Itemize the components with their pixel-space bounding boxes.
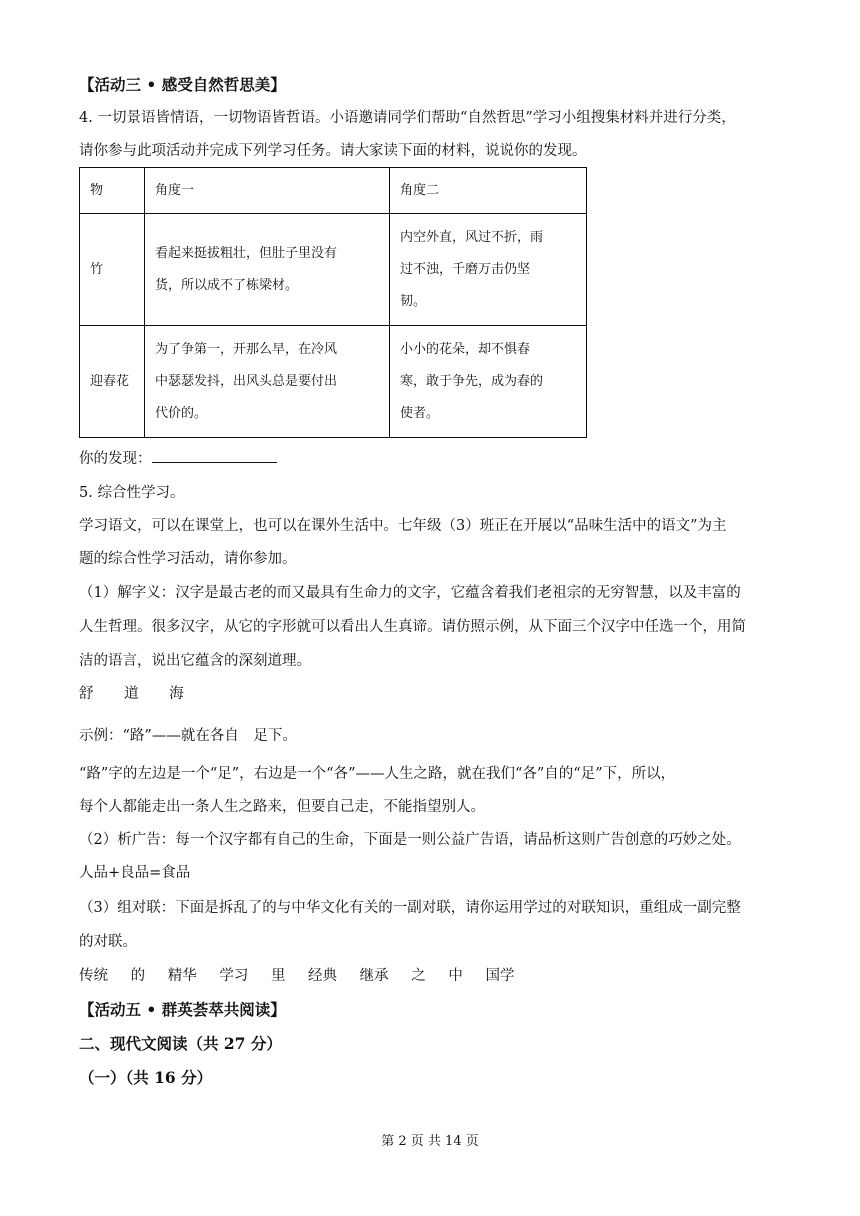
q5-part2: （2）析广告：每一个汉字都有自己的生命，下面是一则公益广告语，请品析这则广告创意的巧妙之处。 [79, 832, 741, 848]
header-cell-item: 物 [80, 168, 145, 214]
q5-intro-1: 学习语文，可以在课堂上，也可以在课外生活中。七年级（3）班正在开展以“品味生活中的语文”为主 [79, 518, 727, 534]
couplet-word: 中 [448, 968, 463, 984]
section2-heading: 二、现代文阅读（共 27 分） [79, 1034, 282, 1053]
table-row [80, 326, 587, 438]
q5-part1-line-2: 人生哲理。很多汉字，从它的字形就可以看出人生真谛。请仿照示例，从下面三个汉字中任选一个，用简 [79, 619, 746, 635]
cell-text-line: 过不浊，千磨万击仍坚 [400, 261, 531, 277]
header-cell-angle1: 角度一 [145, 168, 390, 214]
cell-angle2 [390, 214, 587, 326]
couplet-word: 精华 [167, 968, 197, 984]
cell-item: 竹 [80, 214, 145, 326]
cell-text-line: 代价的。 [155, 405, 208, 421]
example-explain-2: 每个人都能走出一条人生之路来，但要自己走，不能指望别人。 [79, 799, 485, 815]
cell-angle1 [145, 214, 390, 326]
ad-slogan: 人品+良品=食品 [79, 865, 191, 881]
couplet-word: 里 [270, 968, 286, 984]
char-options [79, 684, 210, 704]
q5-part1-line-1: （1）解字义：汉字是最古老的而又最具有生命力的文字，它蕴含着我们老祖宗的无穷智慧，以及丰富的 [79, 585, 741, 601]
cell-angle1 [145, 326, 390, 438]
cell-text-line: 韧。 [400, 293, 427, 309]
couplet-word: 之 [411, 968, 426, 984]
q4-line-1: 4. 一切景语皆情语，一切物语皆哲语。小语邀请同学们帮助“自然哲思”学习小组搜集材料并进行分类， [79, 110, 736, 126]
couplet-word: 学习 [219, 968, 249, 984]
cell-angle2 [390, 326, 587, 438]
cell-text-line: 使者。 [400, 405, 440, 421]
activity3-heading: 【活动三 • 感受自然哲思美】 [79, 75, 286, 94]
cell-text-line: 为了争第一，开那么早，在冷风 [155, 341, 338, 357]
cell-text-line: 货，所以成不了栋梁材。 [155, 277, 299, 293]
cell-text-line: 内空外直，风过不折，雨 [400, 229, 544, 245]
q5-part3-line-1: （3）组对联：下面是拆乱了的与中华文化有关的一副对联，请你运用学过的对联知识，重组成一副完整 [79, 900, 741, 916]
cell-item: 迎春花 [80, 326, 145, 438]
q5-title: 5. 综合性学习。 [79, 485, 185, 501]
example-explain-1: “路”字的左边是一个“足”，右边是一个“各”——人生之路，就在我们“各”自的“足”下，所以， [79, 766, 676, 782]
discovery-label: 你的发现： [79, 451, 152, 467]
char-option: 海 [169, 686, 184, 702]
example-line: 示例：“路”——就在各自 足下。 [79, 728, 297, 744]
couplet-word: 国学 [485, 968, 515, 984]
header-cell-angle2: 角度二 [390, 168, 587, 214]
cell-text-line: 小小的花朵，却不惧春 [400, 341, 531, 357]
q5-part1-line-3: 洁的语言，说出它蕴含的深刻道理。 [79, 653, 311, 669]
q5-intro-2: 题的综合性学习活动，请你参加。 [79, 551, 297, 567]
couplet-words [79, 966, 532, 986]
table-row [80, 214, 587, 326]
page-footer: 第 2 页 共 14 页 [381, 1134, 479, 1149]
discovery-line [79, 448, 277, 469]
section2-subheading: （一）（共 16 分） [79, 1068, 213, 1087]
q4-line-2: 请你参与此项活动并完成下列学习任务。请大家读下面的材料，说说你的发现。 [79, 143, 587, 159]
char-option: 舒 [79, 686, 94, 702]
couplet-word: 经典 [308, 968, 338, 984]
q5-part3-line-2: 的对联。 [79, 934, 137, 950]
activity5-heading: 【活动五 • 群英荟萃共阅读】 [79, 1000, 286, 1019]
char-option: 道 [124, 686, 139, 702]
couplet-word: 继承 [359, 968, 389, 984]
couplet-word: 传统 [79, 968, 108, 984]
cell-text-line: 寒，敢于争先，成为春的 [400, 373, 544, 389]
cell-text-line: 中瑟瑟发抖，出风头总是要付出 [155, 373, 338, 389]
material-table [79, 167, 587, 438]
answer-blank[interactable] [152, 448, 277, 463]
couplet-word: 的 [130, 968, 146, 984]
cell-text-line: 看起来挺拔粗壮，但肚子里没有 [155, 245, 338, 261]
table-header-row [80, 168, 587, 214]
